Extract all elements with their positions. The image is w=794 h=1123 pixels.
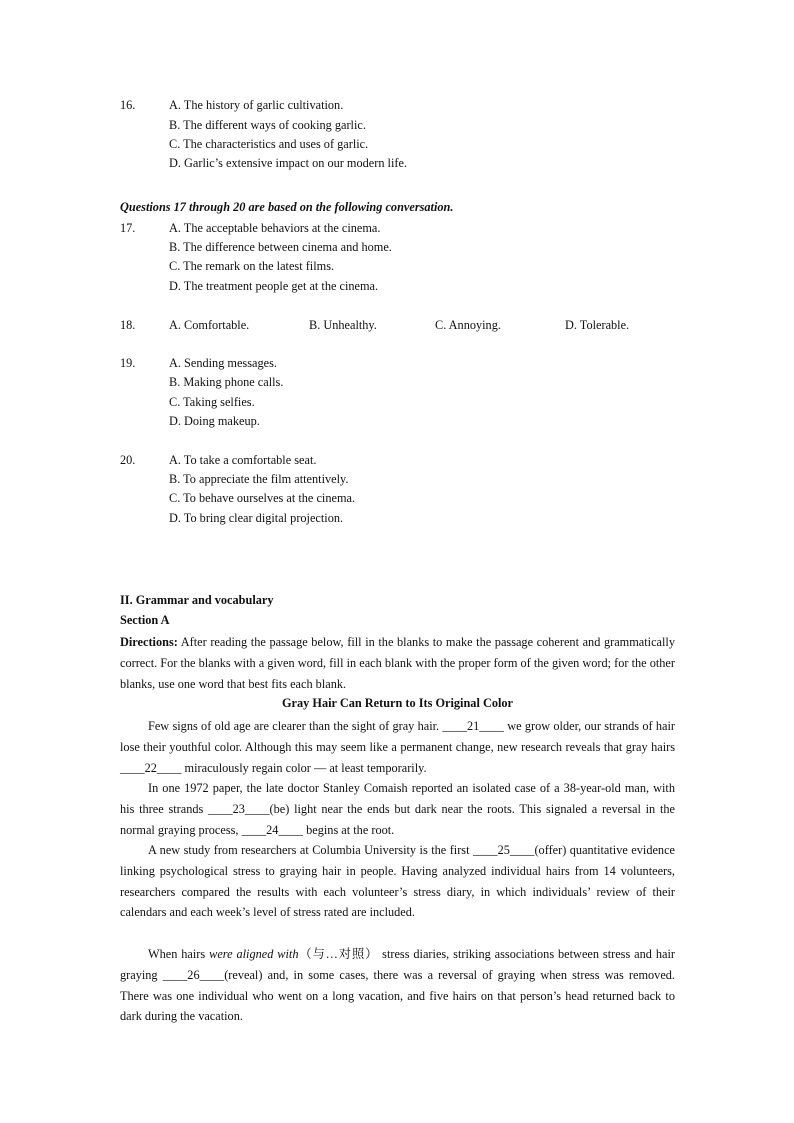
question-number: 17. — [120, 221, 136, 235]
option-c: C. Annoying. — [435, 318, 501, 332]
p4-rest: stress diaries, striking associations between stress and hair graying ____26____(reveal) and, in some cases, there was a reversal of graying when stress was removed. There was one individual who went on a long vacation, and five hairs on that person’s head returned back to dark during the vacation. — [120, 947, 675, 1024]
passage-paragraph-3: A new study from researchers at Columbia University is the first ____25____(offer) quantitative evidence linking psychological stress to graying hair in people. Having analyzed individual hairs from 14 volunteers, researchers compared the results with each volunteer’s stress diary, in which individuals’ review of their calendars and each week’s level of stress rated are included. — [120, 843, 675, 920]
option-c: C. To behave ourselves at the cinema. — [169, 491, 356, 505]
option-d: D. The treatment people get at the cinema. — [169, 279, 379, 293]
p4-chinese-note: （与…对照） — [298, 947, 379, 961]
option-b: B. To appreciate the film attentively. — [169, 472, 349, 486]
option-c: C. The characteristics and uses of garlic. — [169, 137, 369, 151]
option-b: B. The difference between cinema and home. — [169, 240, 392, 254]
question-number: 18. — [120, 318, 136, 332]
passage-paragraph-1: Few signs of old age are clearer than the sight of gray hair. ____21____ we grow older, our strands of hair lose their youthful color. Although this may seem like a permanent change, new research reveals that gray hairs ____22____ miraculously regain color — at least temporarily. — [120, 719, 675, 775]
p4-start: When hairs — [148, 947, 210, 961]
option-a: A. The history of garlic cultivation. — [169, 98, 344, 112]
option-b: B. Unhealthy. — [309, 318, 377, 332]
question-number: 19. — [120, 356, 136, 370]
option-a: A. To take a comfortable seat. — [169, 453, 317, 467]
section-title: II. Grammar and vocabulary — [120, 593, 274, 607]
option-a: A. The acceptable behaviors at the cinema. — [169, 221, 381, 235]
option-d: D. Doing makeup. — [169, 414, 260, 428]
passage-paragraph-4 — [120, 944, 675, 1027]
option-c: C. Taking selfies. — [169, 395, 255, 409]
question-number: 20. — [120, 453, 136, 467]
question-number: 16. — [120, 98, 136, 112]
passage-paragraph-2: In one 1972 paper, the late doctor Stanley Comaish reported an isolated case of a 38-year-old man, with his three strands ____23____(be) light near the ends but dark near the roots. This signaled a reversal in the normal graying process, ____24____ begins at the root. — [120, 781, 675, 837]
conversation-heading: Questions 17 through 20 are based on the following conversation. — [120, 200, 454, 214]
passage-title: Gray Hair Can Return to Its Original Color — [281, 696, 513, 710]
option-d: D. To bring clear digital projection. — [169, 511, 344, 525]
option-d: D. Tolerable. — [565, 318, 630, 332]
directions — [120, 632, 675, 694]
option-a: A. Sending messages. — [169, 356, 277, 370]
option-b: B. The different ways of cooking garlic. — [169, 118, 366, 132]
option-c: C. The remark on the latest films. — [169, 259, 335, 273]
option-b: B. Making phone calls. — [169, 375, 284, 389]
p4-italic: were aligned with — [209, 947, 299, 961]
option-a: A. Comfortable. — [169, 318, 250, 332]
directions-label: Directions: — [120, 635, 178, 649]
directions-text: After reading the passage below, fill in the blanks to make the passage coherent and grammatically correct. For the blanks with a given word, fill in each blank with the proper form of the given word; for the other blanks, use one word that best fits each blank. — [120, 635, 675, 691]
option-d: D. Garlic’s extensive impact on our modern life. — [169, 156, 408, 170]
section-subtitle: Section A — [120, 613, 170, 627]
